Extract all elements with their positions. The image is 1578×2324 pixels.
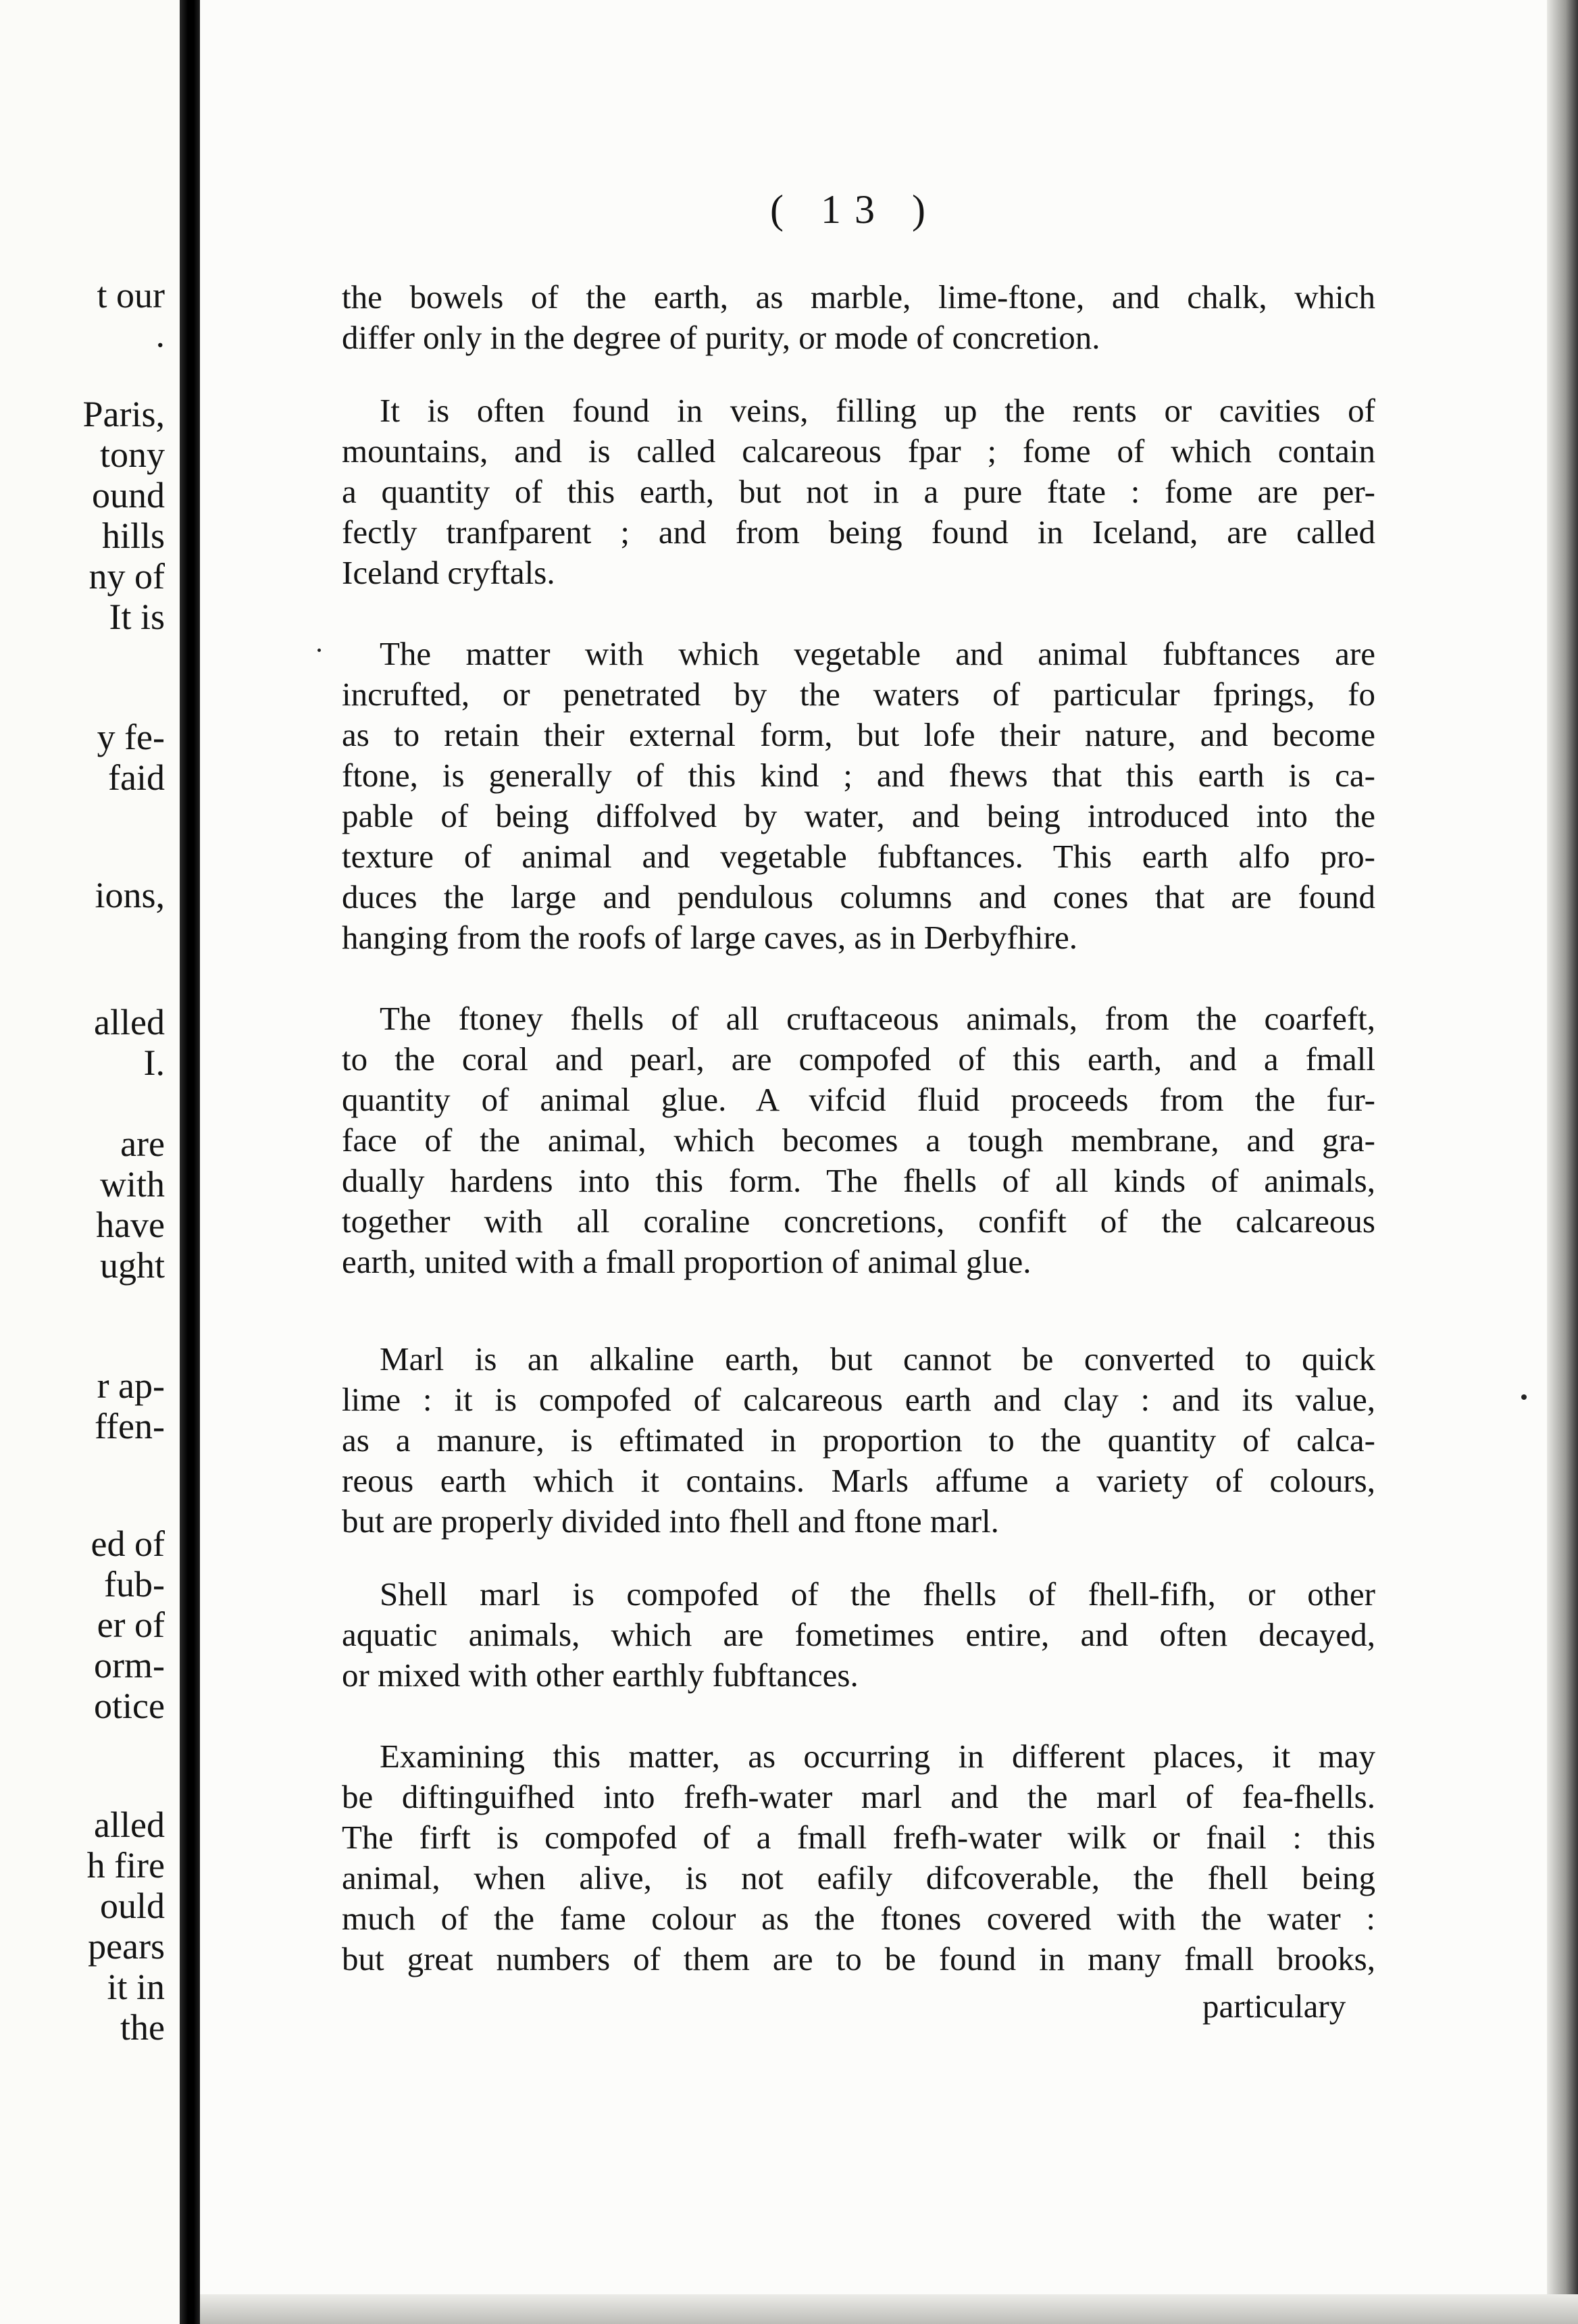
text-line: a quantity of this earth, but not in a pure ftate : fome are per- bbox=[342, 473, 1375, 510]
text-line: be diftinguifhed into frefh-water marl and the marl of fea-fhells. bbox=[342, 1778, 1375, 1815]
left-page-line: ould bbox=[99, 1886, 165, 1926]
text-line: quantity of animal glue. A vifcid fluid proceeds from the fur- bbox=[342, 1081, 1375, 1118]
left-page-line: ions, bbox=[95, 875, 165, 915]
book-gutter bbox=[180, 0, 200, 2324]
paragraph bbox=[342, 1574, 1375, 1696]
page-edge-right bbox=[1547, 0, 1578, 2324]
page-number: ( 13 ) bbox=[770, 187, 939, 232]
left-page-line: y fe- bbox=[97, 717, 165, 757]
left-page-line: ound bbox=[92, 475, 165, 515]
text-line: reous earth which it contains. Marls affume a variety of colours, bbox=[342, 1462, 1375, 1499]
text-line: but are properly divided into fhell and ftone marl. bbox=[342, 1502, 999, 1540]
text-line: but great numbers of them are to be found in many fmall brooks, bbox=[342, 1940, 1375, 1977]
paragraph bbox=[342, 277, 1375, 358]
text-line: earth, united with a fmall proportion of animal glue. bbox=[342, 1243, 1032, 1280]
text-line: differ only in the degree of purity, or mode of concretion. bbox=[342, 319, 1100, 356]
text-line: The ftoney fhells of all cruftaceous animals, from the coarfeft, bbox=[380, 1000, 1375, 1037]
left-page-line: alled bbox=[94, 1002, 165, 1042]
text-line: duces the large and pendulous columns and cones that are found bbox=[342, 878, 1375, 915]
text-line: Shell marl is compofed of the fhells of fhell-fifh, or other bbox=[380, 1575, 1375, 1613]
text-line: to the coral and pearl, are compofed of this earth, and a fmall bbox=[342, 1040, 1375, 1078]
left-page-line: with bbox=[99, 1164, 165, 1205]
left-page-fragment bbox=[0, 0, 180, 2324]
left-page-line: hills bbox=[101, 515, 165, 556]
text-line: dually hardens into this form. The fhells of all kinds of animals, bbox=[342, 1162, 1375, 1199]
paragraph bbox=[342, 999, 1375, 1282]
text-line: It is often found in veins, filling up the rents or cavities of bbox=[380, 392, 1375, 429]
catchword: particulary bbox=[1202, 1988, 1346, 2025]
text-line: Examining this matter, as occurring in different places, it may bbox=[380, 1738, 1375, 1775]
text-line: The matter with which vegetable and animal fubftances are bbox=[380, 635, 1375, 672]
text-line: aquatic animals, which are fometimes entire, and often decayed, bbox=[342, 1616, 1375, 1653]
text-line: the bowels of the earth, as marble, lime-ftone, and chalk, which bbox=[342, 278, 1375, 315]
text-line: animal, when alive, is not eafily difcoverable, the fhell being bbox=[342, 1859, 1375, 1896]
left-page-line: the bbox=[120, 2007, 165, 2048]
left-page-line: ed of bbox=[91, 1523, 165, 1564]
left-page-line: tony bbox=[99, 434, 165, 475]
text-line: Iceland cryftals. bbox=[342, 554, 555, 591]
text-line: Marl is an alkaline earth, but cannot be converted to quick bbox=[380, 1340, 1375, 1378]
left-page-line: are bbox=[120, 1123, 165, 1164]
paragraph bbox=[342, 1339, 1375, 1542]
left-page-line: have bbox=[96, 1205, 165, 1245]
left-page-line: er of bbox=[97, 1605, 165, 1645]
left-page-line: . bbox=[155, 314, 165, 355]
paragraph bbox=[342, 390, 1375, 593]
left-page-line: ffen- bbox=[95, 1406, 165, 1446]
ink-speck bbox=[317, 649, 321, 652]
page-edge-bottom bbox=[200, 2294, 1578, 2324]
left-page-line: alled bbox=[94, 1804, 165, 1845]
text-line: incrufted, or penetrated by the waters of particular fprings, fo bbox=[342, 676, 1375, 713]
text-line: mountains, and is called calcareous fpar ; fome of which contain bbox=[342, 432, 1375, 470]
text-line: lime : it is compofed of calcareous earth and clay : and its value, bbox=[342, 1381, 1375, 1418]
left-page-line: orm- bbox=[94, 1645, 165, 1686]
text-line: fectly tranfparent ; and from being found in Iceland, are called bbox=[342, 513, 1375, 551]
left-page-line: ny of bbox=[88, 556, 165, 597]
left-page-line: otice bbox=[94, 1686, 165, 1726]
left-page-line: Paris, bbox=[82, 394, 165, 434]
left-page-line: fub- bbox=[104, 1564, 165, 1605]
text-line: texture of animal and vegetable fubftances. This earth alfo pro- bbox=[342, 838, 1375, 875]
left-page-line: faid bbox=[108, 757, 165, 798]
text-line: ftone, is generally of this kind ; and fhews that this earth is ca- bbox=[342, 757, 1375, 794]
paragraph bbox=[342, 634, 1375, 958]
left-page-line: It is bbox=[109, 597, 165, 637]
text-line: much of the fame colour as the ftones covered with the water : bbox=[342, 1900, 1375, 1937]
text-line: pable of being diffolved by water, and being introduced into the bbox=[342, 797, 1375, 834]
left-page-line: r ap- bbox=[97, 1365, 165, 1406]
left-page-line: ught bbox=[99, 1245, 165, 1286]
left-page-line: it in bbox=[107, 1967, 165, 2007]
left-page-line: pears bbox=[88, 1926, 165, 1967]
text-line: hanging from the roofs of large caves, as in Derbyfhire. bbox=[342, 919, 1077, 956]
text-line: or mixed with other earthly fubftances. bbox=[342, 1657, 859, 1694]
text-line: together with all coraline concretions, confift of the calcareous bbox=[342, 1203, 1375, 1240]
text-line: The firft is compofed of a fmall frefh-water wilk or fnail : this bbox=[342, 1819, 1375, 1856]
left-page-line: t our bbox=[97, 275, 165, 315]
text-line: as a manure, is eftimated in proportion to the quantity of calca- bbox=[342, 1421, 1375, 1459]
left-page-line: h fire bbox=[86, 1845, 165, 1886]
text-line: as to retain their external form, but lofe their nature, and become bbox=[342, 716, 1375, 753]
left-page-line: I. bbox=[143, 1042, 165, 1083]
text-line: face of the animal, which becomes a tough membrane, and gra- bbox=[342, 1121, 1375, 1159]
paragraph bbox=[342, 1736, 1375, 1979]
ink-speck bbox=[1521, 1394, 1527, 1400]
